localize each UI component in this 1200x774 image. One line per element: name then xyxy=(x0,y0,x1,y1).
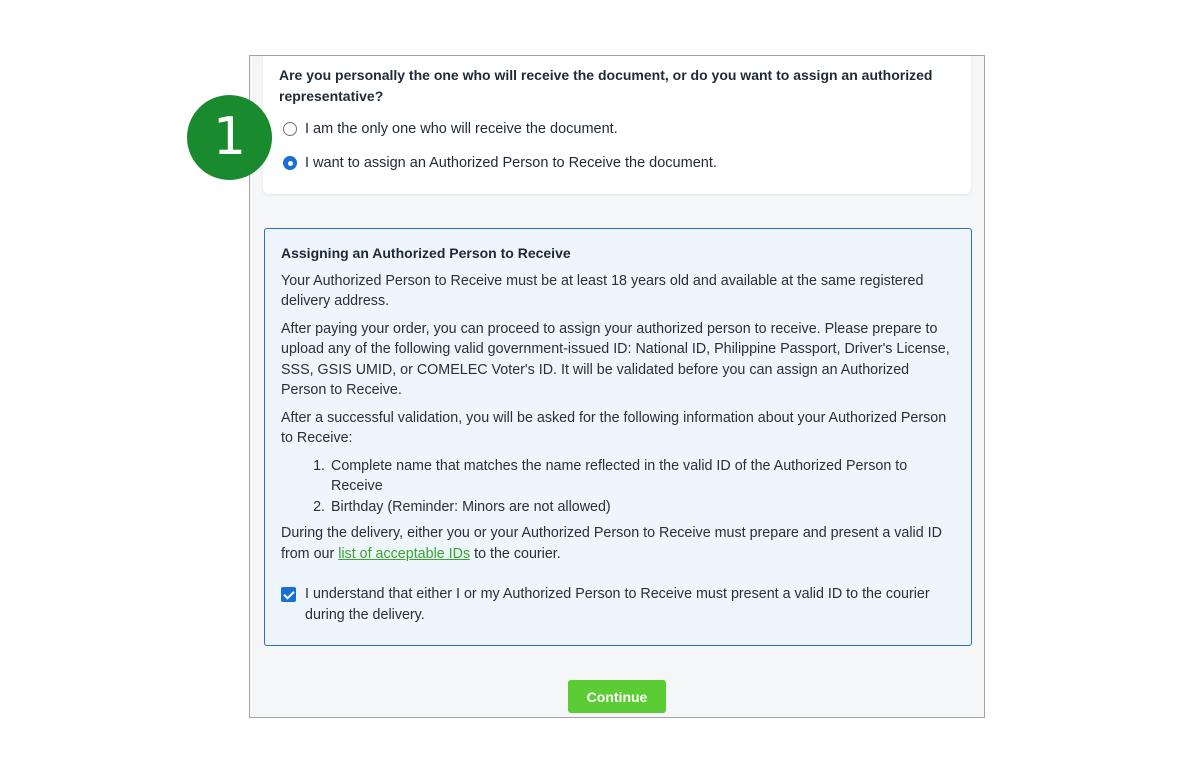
acknowledgement-label: I understand that either I or my Authorized Person to Receive must present a valid ID to the courier during the delivery. xyxy=(305,586,930,623)
radio-selected-icon[interactable] xyxy=(283,156,297,170)
delivery-text-start: During the delivery, either you or your Authorized Person to Receive must prepare and present a valid ID from our xyxy=(281,525,942,562)
continue-button[interactable]: Continue xyxy=(568,680,666,713)
required-info-list xyxy=(281,456,955,518)
option-assign-authorized-person-label: I want to assign an Authorized Person to Receive the document. xyxy=(305,155,717,171)
list-item: 1. Complete name that matches the name reflected in the valid ID of the Authorized Person to Receive xyxy=(329,456,955,497)
info-paragraph-age: Your Authorized Person to Receive must be at least 18 years old and available at the same registered delivery address. xyxy=(281,272,924,309)
option-only-me[interactable] xyxy=(283,121,618,137)
info-paragraph-validation: After a successful validation, you will be asked for the following information about your Authorized Person to Receive: xyxy=(281,409,947,446)
step-number-badge: 1 xyxy=(187,95,272,180)
option-assign-authorized-person[interactable] xyxy=(283,155,717,171)
option-only-me-label: I am the only one who will receive the document. xyxy=(305,121,618,137)
form-frame xyxy=(249,55,985,718)
info-paragraph-upload-id: After paying your order, you can proceed to assign your authorized person to receive. Please prepare to upload any of the following valid government-issued ID: National ID, Philippine Passport, Driver's License, SSS, GSIS UMID, or COMELEC Voter's ID. It will be validated before you can assign an Authorized Person to Receive. xyxy=(281,320,950,398)
checkbox-checked-icon[interactable] xyxy=(281,587,296,602)
question-title: Are you personally the one who will receive the document, or do you want to assign an authorized representative? xyxy=(279,67,933,104)
acknowledgement-row[interactable] xyxy=(281,584,955,625)
list-item: 2. Birthday (Reminder: Minors are not allowed) xyxy=(329,497,955,518)
delivery-text-end: to the courier. xyxy=(470,545,561,562)
radio-unselected-icon[interactable] xyxy=(283,122,297,136)
info-paragraph-delivery xyxy=(281,523,955,564)
authorized-person-info-box xyxy=(264,228,972,646)
acceptable-ids-link[interactable]: list of acceptable IDs xyxy=(338,545,471,562)
info-title: Assigning an Authorized Person to Receive xyxy=(281,245,571,261)
